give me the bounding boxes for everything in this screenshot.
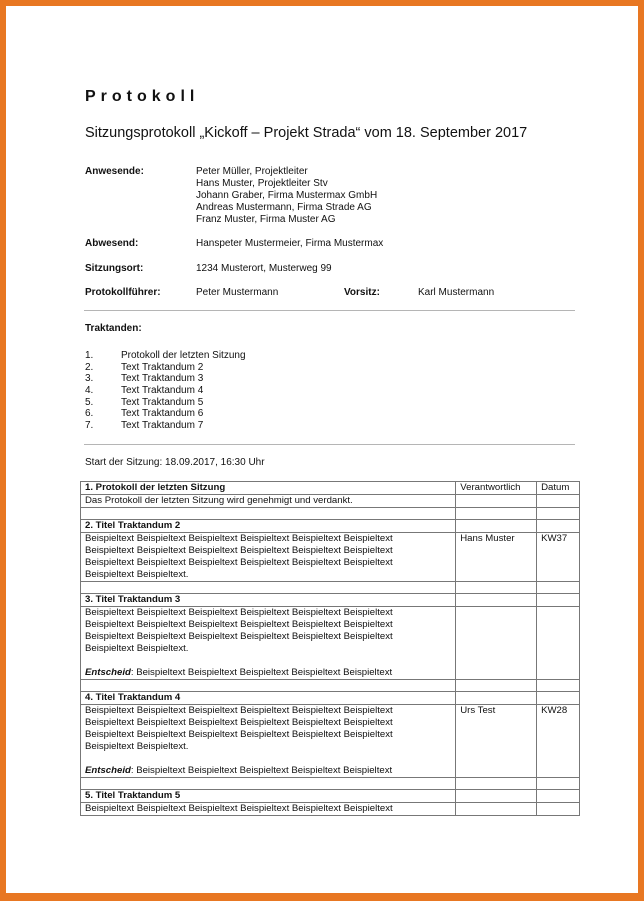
recorder-label: Protokollführer: bbox=[85, 287, 161, 298]
agenda-number: 3. bbox=[85, 373, 94, 385]
section-body: Beispieltext Beispieltext Beispieltext Beispieltext Beispieltext Beispieltext bbox=[81, 803, 456, 816]
agenda-number: 5. bbox=[85, 396, 94, 408]
location-value: 1234 Musterort, Musterweg 99 bbox=[196, 263, 332, 274]
divider bbox=[84, 444, 575, 445]
agenda-text: Text Traktandum 2 bbox=[121, 361, 204, 373]
table-row bbox=[81, 778, 580, 790]
responsible-cell bbox=[456, 495, 537, 508]
table-row bbox=[81, 495, 580, 508]
responsible-cell: Urs Test bbox=[456, 705, 537, 778]
section-title: 5. Titel Traktandum 5 bbox=[81, 790, 456, 803]
section-title: 1. Protokoll der letzten Sitzung bbox=[81, 482, 456, 495]
divider bbox=[84, 310, 575, 311]
agenda-number: 6. bbox=[85, 408, 94, 420]
agenda-number: 1. bbox=[85, 350, 94, 361]
section-title: 3. Titel Traktandum 3 bbox=[81, 594, 456, 607]
date-cell: KW28 bbox=[537, 705, 580, 778]
responsible-cell bbox=[456, 607, 537, 680]
agenda-number: 4. bbox=[85, 385, 94, 397]
agenda-number: 2. bbox=[85, 361, 94, 373]
table-row bbox=[81, 692, 580, 705]
agenda-text: Text Traktandum 4 bbox=[121, 385, 204, 397]
agenda-text: Text Traktandum 6 bbox=[121, 408, 204, 420]
date-cell bbox=[537, 803, 580, 816]
absent-label: Abwesend: bbox=[85, 238, 139, 249]
agenda-heading: Traktanden: bbox=[85, 323, 142, 334]
table-row bbox=[81, 520, 580, 533]
section-body: Beispieltext Beispieltext Beispieltext Beispieltext Beispieltext Beispieltext Beispieltext Beispieltext Beispieltext Beispieltext Beispieltext Beispieltext Beispieltext Beispieltext Beispieltext Beispieltext Beispieltext Beispieltext Beispieltext Beispieltext. Entscheid: Beispieltext Beispieltext Beispieltext Beispieltext Beispieltext bbox=[81, 607, 456, 680]
table-row bbox=[81, 508, 580, 520]
agenda-text: Text Traktandum 7 bbox=[121, 420, 204, 432]
meeting-subtitle: Sitzungsprotokoll „Kickoff – Projekt Strada“ vom 18. September 2017 bbox=[85, 125, 528, 141]
table-row bbox=[81, 482, 580, 495]
absent-value: Hanspeter Mustermeier, Firma Mustermax bbox=[196, 238, 384, 249]
column-header-date: Datum bbox=[537, 482, 580, 495]
date-cell bbox=[537, 607, 580, 680]
table-row bbox=[81, 533, 580, 582]
date-cell: KW37 bbox=[537, 533, 580, 582]
section-body: Beispieltext Beispieltext Beispieltext Beispieltext Beispieltext Beispieltext Beispieltext Beispieltext Beispieltext Beispieltext Beispieltext Beispieltext Beispieltext Beispieltext Beispieltext Beispieltext Beispieltext Beispieltext Beispieltext Beispieltext. bbox=[81, 533, 456, 582]
column-header-responsible: Verantwortlich bbox=[456, 482, 537, 495]
section-title: 2. Titel Traktandum 2 bbox=[81, 520, 456, 533]
table-row bbox=[81, 705, 580, 778]
present-person: Johann Graber, Firma Mustermax GmbH bbox=[196, 190, 378, 201]
minutes-table bbox=[80, 481, 580, 816]
present-person: Hans Muster, Projektleiter Stv bbox=[196, 178, 328, 189]
present-label: Anwesende: bbox=[85, 166, 144, 177]
decision-text: : Beispieltext Beispieltext Beispieltext Beispieltext Beispieltext bbox=[130, 765, 393, 776]
agenda-text: Text Traktandum 3 bbox=[121, 373, 204, 385]
table-row bbox=[81, 582, 580, 594]
table-row bbox=[81, 790, 580, 803]
section-body: Beispieltext Beispieltext Beispieltext Beispieltext Beispieltext Beispieltext Beispieltext Beispieltext Beispieltext Beispieltext Beispieltext Beispieltext Beispieltext Beispieltext Beispieltext Beispieltext Beispieltext Beispieltext Beispieltext Beispieltext. Entscheid: Beispieltext Beispieltext Beispieltext Beispieltext Beispieltext bbox=[81, 705, 456, 778]
table-row bbox=[81, 803, 580, 816]
page-title: Protokoll bbox=[85, 88, 200, 105]
agenda-text: Protokoll der letzten Sitzung bbox=[121, 350, 246, 361]
table-row bbox=[81, 594, 580, 607]
present-person: Franz Muster, Firma Muster AG bbox=[196, 214, 336, 225]
location-label: Sitzungsort: bbox=[85, 263, 144, 274]
decision-text: : Beispieltext Beispieltext Beispieltext Beispieltext Beispieltext bbox=[130, 667, 393, 678]
date-cell bbox=[537, 495, 580, 508]
table-row bbox=[81, 607, 580, 680]
decision-line bbox=[85, 765, 451, 777]
present-list bbox=[196, 166, 377, 226]
decision-line bbox=[85, 667, 451, 679]
decision-label: Entscheid bbox=[85, 667, 131, 678]
agenda-text: Text Traktandum 5 bbox=[121, 396, 204, 408]
meeting-start: Start der Sitzung: 18.09.2017, 16:30 Uhr bbox=[85, 457, 265, 468]
section-body: Das Protokoll der letzten Sitzung wird genehmigt und verdankt. bbox=[81, 495, 456, 508]
chair-label: Vorsitz: bbox=[344, 287, 380, 298]
table-row bbox=[81, 680, 580, 692]
chair-value: Karl Mustermann bbox=[418, 287, 495, 298]
agenda-number: 7. bbox=[85, 420, 94, 432]
responsible-cell bbox=[456, 803, 537, 816]
present-person: Peter Müller, Projektleiter bbox=[196, 166, 308, 177]
present-person: Andreas Mustermann, Firma Strade AG bbox=[196, 202, 372, 213]
responsible-cell: Hans Muster bbox=[456, 533, 537, 582]
decision-label: Entscheid bbox=[85, 765, 131, 776]
recorder-value: Peter Mustermann bbox=[196, 287, 279, 298]
document-page bbox=[10, 10, 634, 890]
section-title: 4. Titel Traktandum 4 bbox=[81, 692, 456, 705]
